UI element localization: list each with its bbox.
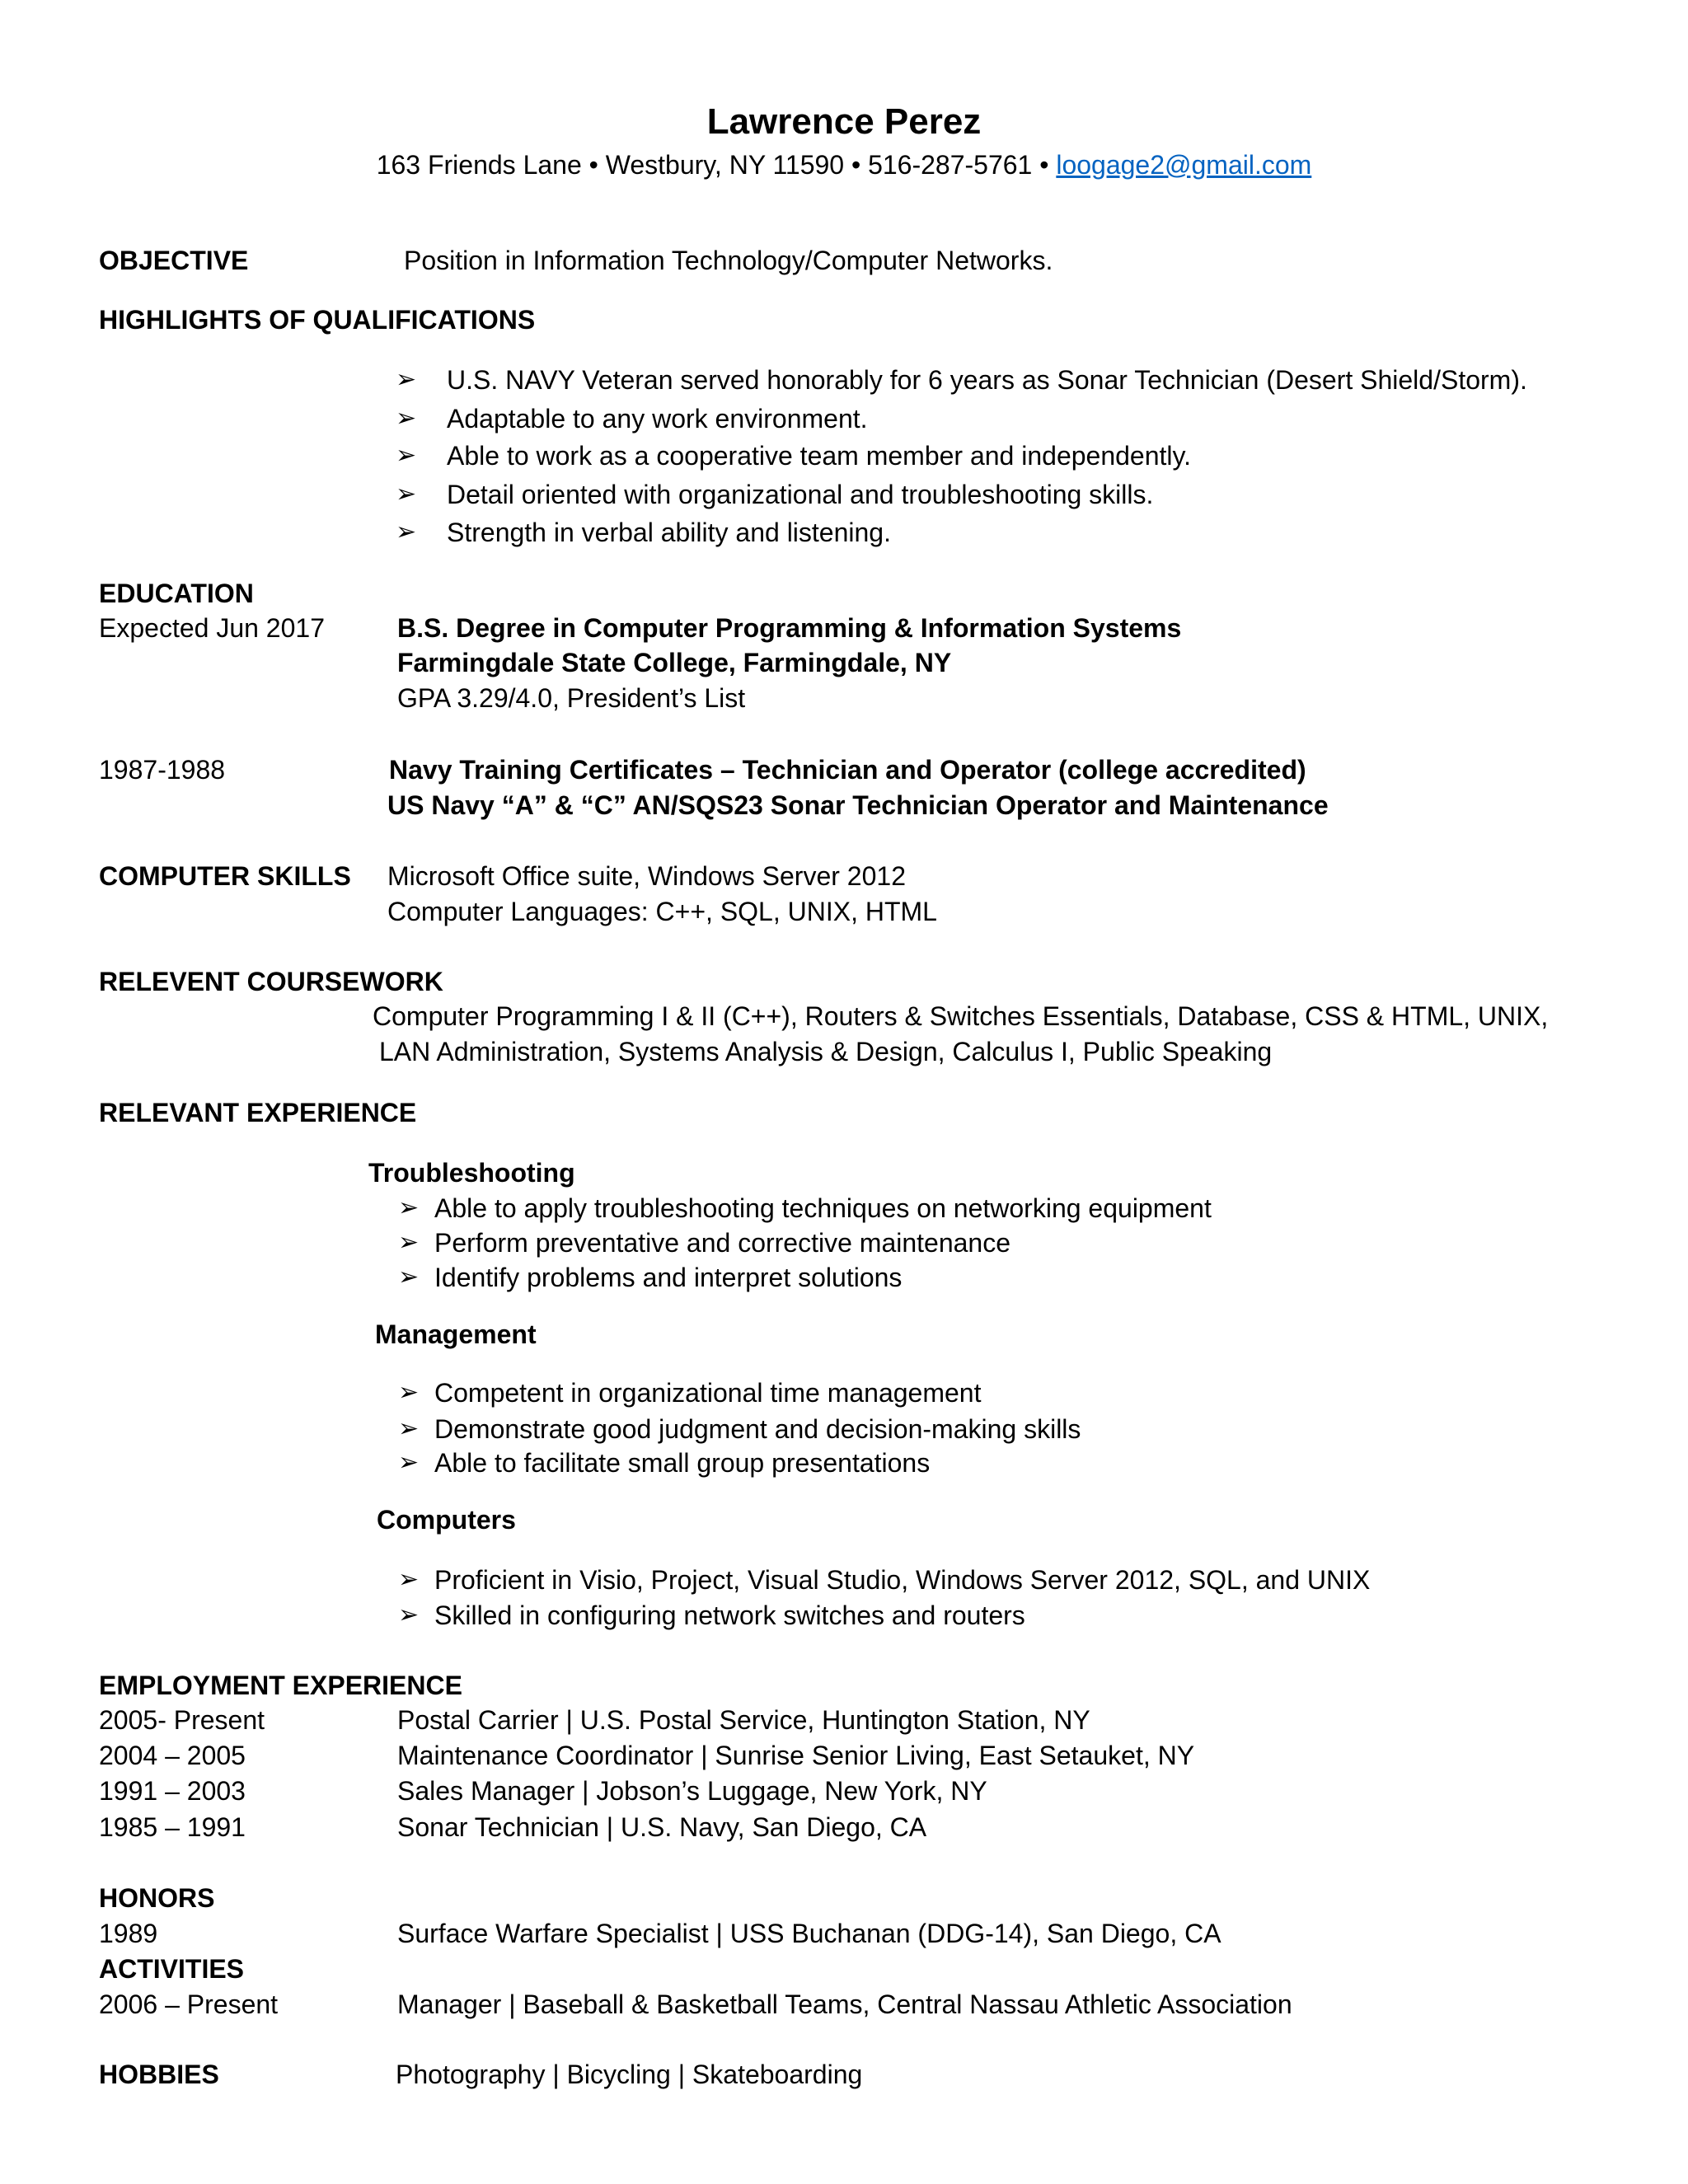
employment-date: 2005- Present [99, 1705, 265, 1735]
bullet-arrow-icon: ➢ [398, 1263, 420, 1291]
education-heading: EDUCATION [99, 579, 254, 608]
honors-heading: HONORS [99, 1883, 215, 1913]
bullet-arrow-icon: ➢ [396, 405, 417, 432]
hobbies-text: Photography | Bicycling | Skateboarding [396, 2060, 863, 2089]
employment-entry: Sales Manager | Jobson’s Luggage, New York, NY [397, 1776, 987, 1806]
experience-item: Competent in organizational time management [434, 1378, 982, 1408]
bullet-arrow-icon: ➢ [396, 366, 417, 393]
experience-item: Proficient in Visio, Project, Visual Studio, Windows Server 2012, SQL, and UNIX [434, 1565, 1371, 1595]
bullet-arrow-icon: ➢ [396, 442, 417, 469]
training-certificate: US Navy “A” & “C” AN/SQS23 Sonar Technician Operator and Maintenance [387, 790, 1329, 820]
activities-heading: ACTIVITIES [99, 1954, 245, 1984]
experience-item: Identify problems and interpret solutions [434, 1263, 903, 1292]
computer-skills-line: Microsoft Office suite, Windows Server 2012 [387, 861, 906, 891]
computer-skills-line: Computer Languages: C++, SQL, UNIX, HTML [387, 897, 937, 926]
gpa-text: GPA 3.29/4.0, President’s List [397, 683, 746, 713]
honors-entry: Surface Warfare Specialist | USS Buchanan (DDG-14), San Diego, CA [397, 1919, 1221, 1948]
contact-line [0, 148, 1688, 181]
employment-entry: Sonar Technician | U.S. Navy, San Diego, CA [397, 1812, 927, 1842]
highlight-item: Strength in verbal ability and listening. [447, 518, 891, 547]
objective-heading: OBJECTIVE [99, 246, 249, 275]
computers-title: Computers [377, 1505, 516, 1535]
activities-entry: Manager | Baseball & Basketball Teams, Central Nassau Athletic Association [397, 1990, 1292, 2019]
highlight-item: Adaptable to any work environment. [447, 404, 868, 434]
experience-item: Demonstrate good judgment and decision-making skills [434, 1414, 1081, 1444]
bullet-arrow-icon: ➢ [398, 1601, 420, 1629]
bullet-arrow-icon: ➢ [398, 1449, 420, 1476]
candidate-name: Lawrence Perez [706, 101, 982, 142]
employment-entry: Postal Carrier | U.S. Postal Service, Huntington Station, NY [397, 1705, 1090, 1735]
coursework-line: LAN Administration, Systems Analysis & Design, Calculus I, Public Speaking [379, 1037, 1273, 1066]
experience-item: Able to facilitate small group presentations [434, 1448, 931, 1478]
employment-date: 1991 – 2003 [99, 1776, 246, 1806]
bullet-arrow-icon: ➢ [396, 480, 417, 508]
highlight-item: Able to work as a cooperative team member and independently. [447, 441, 1192, 471]
activities-date: 2006 – Present [99, 1990, 279, 2019]
bullet-arrow-icon: ➢ [398, 1566, 420, 1593]
bullet-arrow-icon: ➢ [398, 1229, 420, 1256]
experience-item: Perform preventative and corrective maintenance [434, 1228, 1011, 1258]
school-name: Farmingdale State College, Farmingdale, NY [397, 648, 952, 677]
troubleshooting-title: Troubleshooting [368, 1158, 575, 1188]
employment-date: 1985 – 1991 [99, 1812, 246, 1842]
experience-item: Able to apply troubleshooting techniques on networking equipment [434, 1193, 1212, 1223]
relevant-experience-heading: RELEVANT EXPERIENCE [99, 1098, 417, 1127]
highlight-item: U.S. NAVY Veteran served honorably for 6 years as Sonar Technician (Desert Shield/Storm). [447, 365, 1527, 395]
contact-details: 163 Friends Lane • Westbury, NY 11590 • 516-287-5761 • [376, 150, 1057, 180]
bullet-arrow-icon: ➢ [398, 1415, 420, 1442]
experience-item: Skilled in configuring network switches and routers [434, 1601, 1025, 1630]
employment-date: 2004 – 2005 [99, 1741, 246, 1770]
highlight-item: Detail oriented with organizational and troubleshooting skills. [447, 480, 1154, 509]
degree-title: B.S. Degree in Computer Programming & Information Systems [397, 613, 1182, 643]
training-date: 1987-1988 [99, 755, 226, 785]
coursework-line: Computer Programming I & II (C++), Routers & Switches Essentials, Database, CSS & HTML, UNIX, [373, 1001, 1549, 1031]
bullet-arrow-icon: ➢ [396, 518, 417, 546]
honors-date: 1989 [99, 1919, 158, 1948]
computer-skills-heading: COMPUTER SKILLS [99, 861, 351, 891]
employment-heading: EMPLOYMENT EXPERIENCE [99, 1671, 462, 1700]
employment-entry: Maintenance Coordinator | Sunrise Senior Living, East Setauket, NY [397, 1741, 1195, 1770]
hobbies-heading: HOBBIES [99, 2060, 219, 2089]
coursework-heading: RELEVENT COURSEWORK [99, 967, 443, 996]
education-date: Expected Jun 2017 [99, 613, 325, 643]
bullet-arrow-icon: ➢ [398, 1379, 420, 1406]
email-link[interactable]: loogage2@gmail.com [1056, 150, 1312, 180]
highlights-heading: HIGHLIGHTS OF QUALIFICATIONS [99, 305, 536, 335]
bullet-arrow-icon: ➢ [398, 1194, 420, 1221]
management-title: Management [375, 1319, 537, 1349]
objective-text: Position in Information Technology/Computer Networks. [404, 246, 1053, 275]
training-certificate: Navy Training Certificates – Technician and Operator (college accredited) [389, 755, 1306, 785]
